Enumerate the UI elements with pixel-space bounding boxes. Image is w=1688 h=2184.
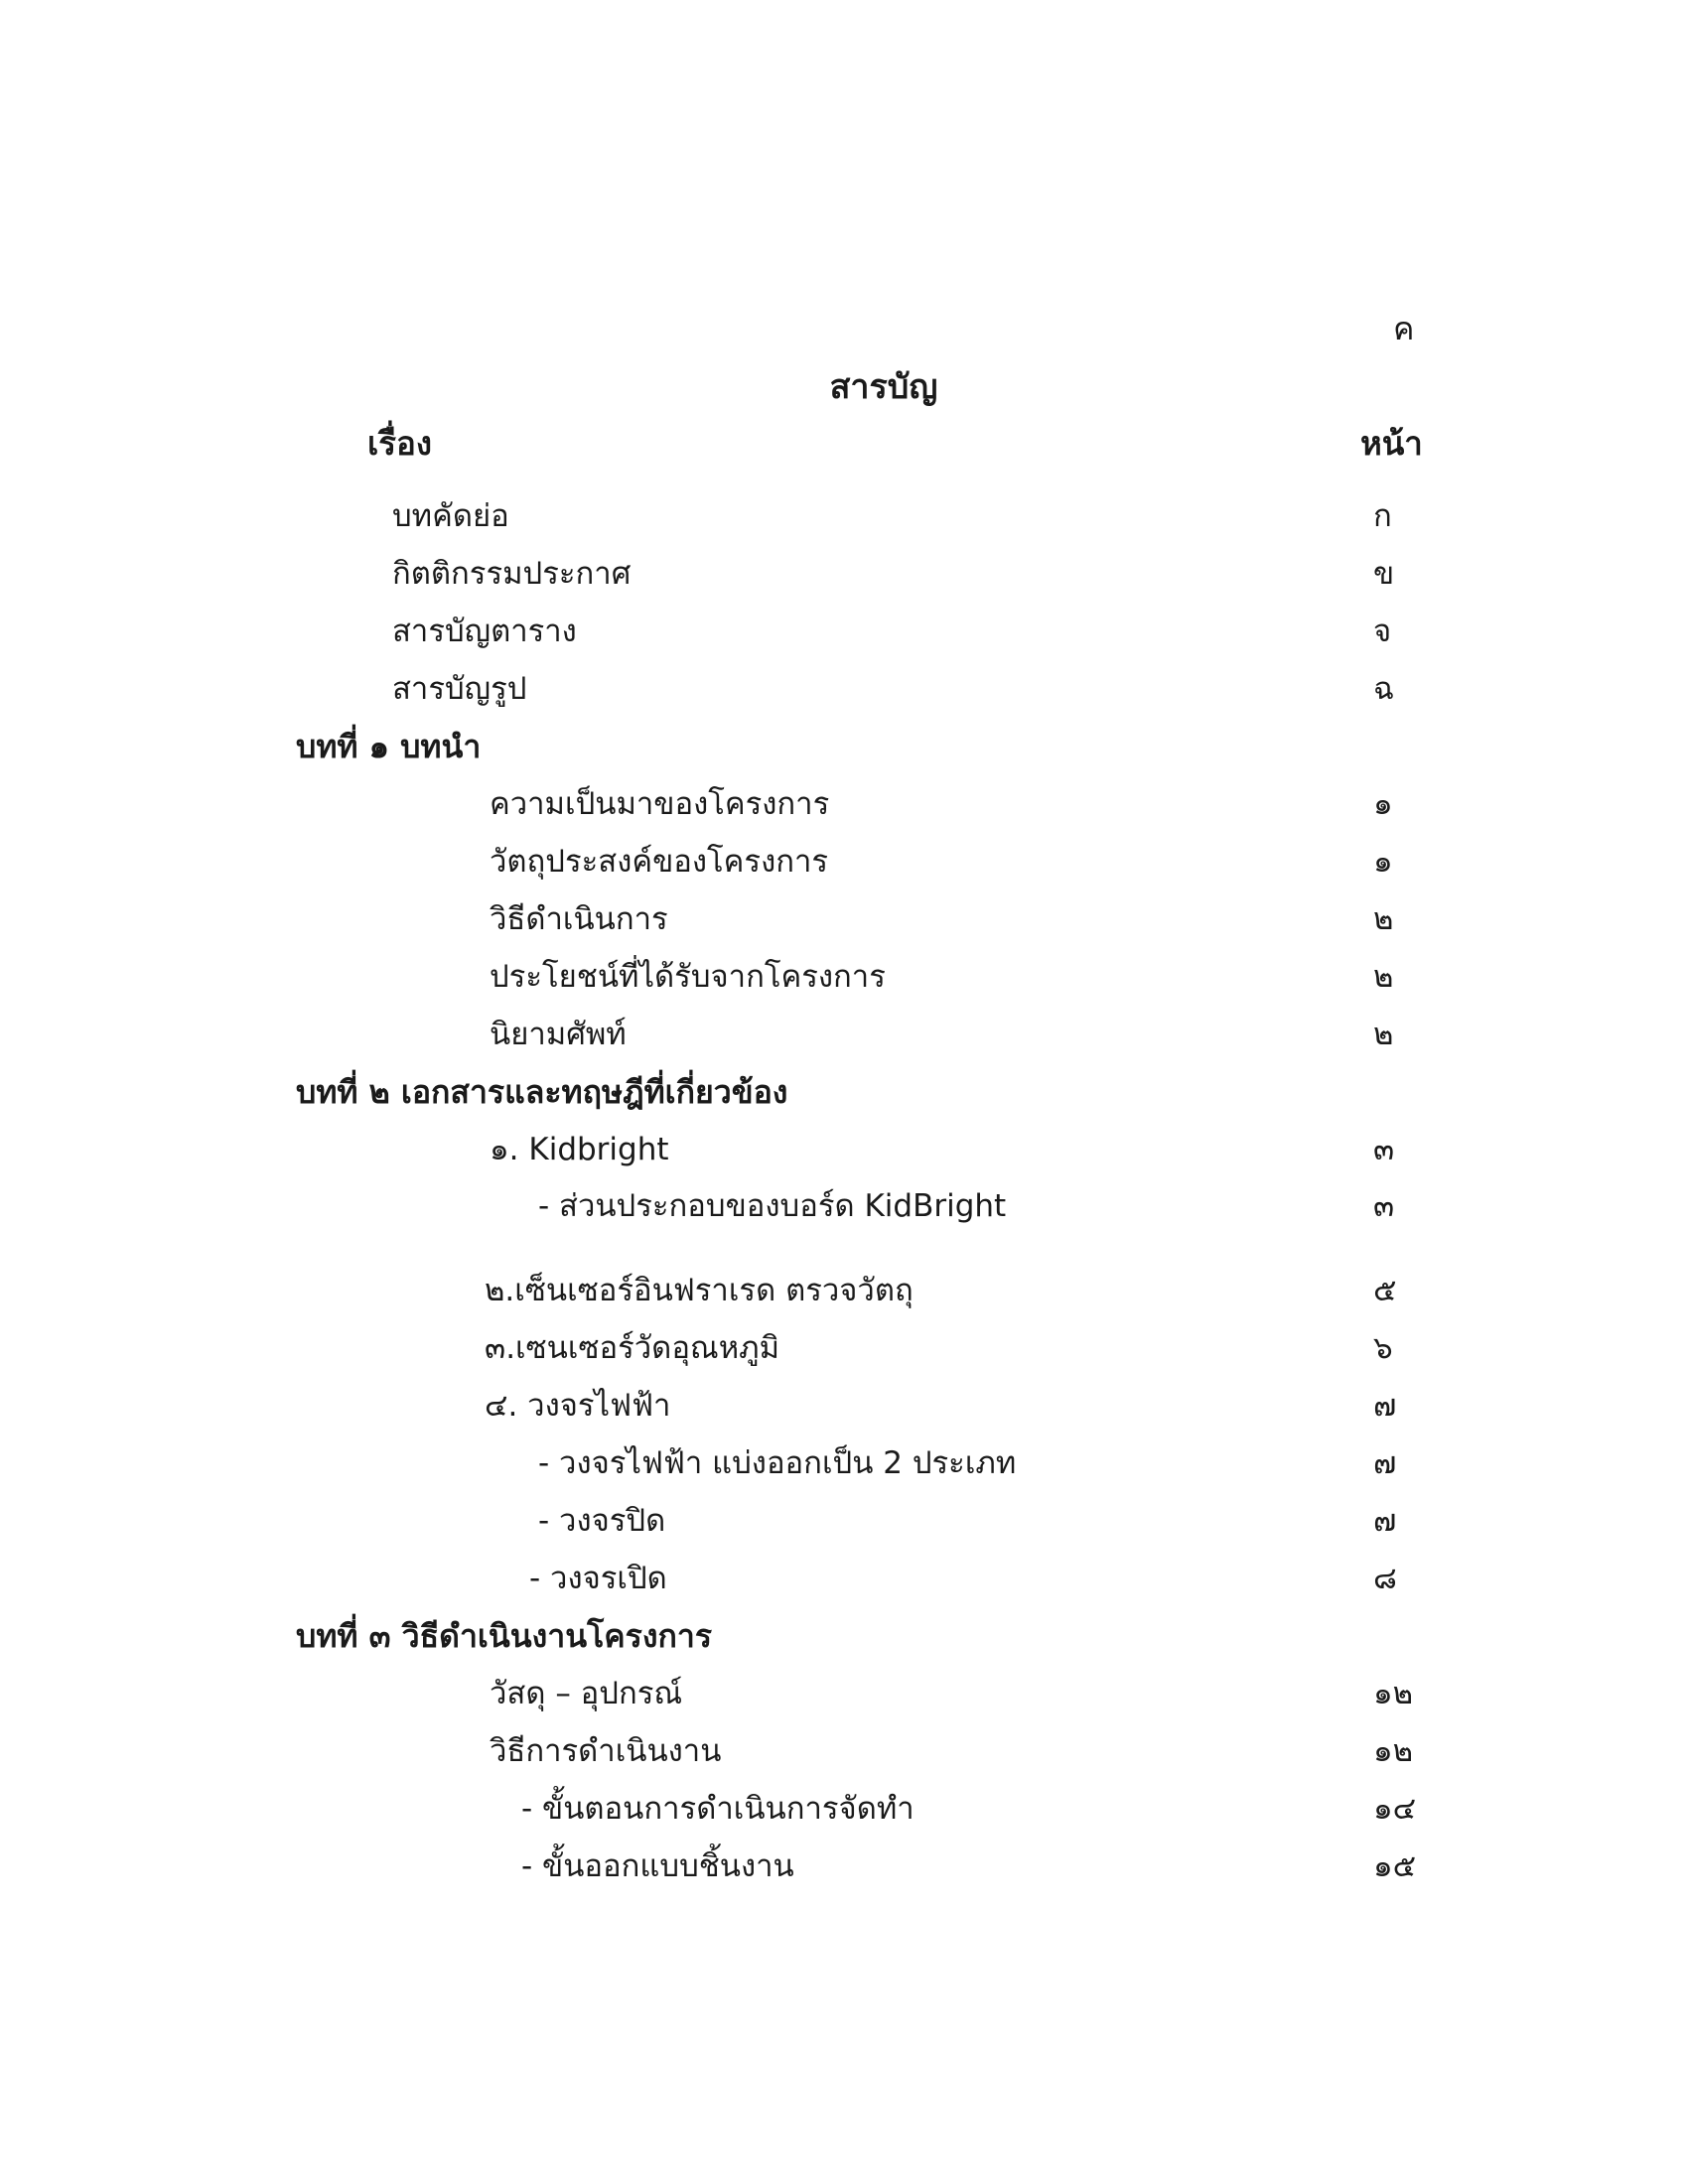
toc-entry [0,1181,1688,1231]
toc-entry-page: ข [1373,556,1395,592]
toc-entry-label: นิยามศัพท์ [490,1017,627,1052]
toc-entry-label: - วงจรไฟฟ้า แบ่งออกเป็น 2 ประเภท [538,1445,1017,1481]
toc-entry-page: ๑ [1373,844,1393,880]
toc-entry-label: ๑. Kidbright [490,1132,669,1167]
toc-entry-label: ๓.เซนเซอร์วัดอุณหภูมิ [485,1330,779,1366]
toc-entry [0,549,1688,599]
toc-entry-page: จ [1373,614,1392,649]
toc-entry [0,1554,1688,1603]
toc-entry-page: ๗ [1373,1388,1397,1424]
toc-entry-label: ๒.เซ็นเซอร์อินฟราเรด ตรวจวัตถุ [485,1273,914,1308]
toc-entry-label: สารบัญรูป [392,671,527,707]
toc-entry [0,491,1688,541]
toc-entry-page: ๑๕ [1373,1848,1417,1884]
toc-entry-page: ๗ [1373,1445,1397,1481]
toc-entry-page: ๒ [1373,959,1394,995]
toc-chapter-heading [0,1611,1688,1661]
toc-entry-page: ๓ [1373,1188,1395,1224]
toc-entry [0,1010,1688,1059]
toc-entry [0,1438,1688,1488]
toc-entry-label: วัสดุ – อุปกรณ์ [490,1676,683,1711]
toc-entry [0,1784,1688,1834]
toc-chapter-label: บทที่ ๑ บทนำ [296,728,482,765]
toc-entry [0,1381,1688,1431]
toc-entry-label: บทคัดย่อ [392,498,509,534]
toc-entry [0,894,1688,944]
toc-entry-page: ฉ [1373,671,1395,707]
toc-entry [0,952,1688,1002]
toc-entry-page: ๗ [1373,1503,1397,1539]
toc-title: สารบัญ [829,367,938,407]
toc-entry [0,664,1688,714]
toc-entry-page: ๖ [1373,1330,1393,1366]
toc-entry [0,1842,1688,1891]
toc-entry-label: กิตติกรรมประกาศ [392,556,632,592]
toc-entry-page: ๑๒ [1373,1676,1414,1711]
toc-entry-page: ๓ [1373,1132,1395,1167]
toc-entry-label: - ขั้นออกแบบชิ้นงาน [521,1848,794,1884]
toc-entry-page: ๑๒ [1373,1733,1414,1769]
toc-entry [0,837,1688,887]
toc-entry-label: - ส่วนประกอบของบอร์ด KidBright [538,1188,1007,1224]
toc-entry [0,1125,1688,1174]
toc-entry [0,1669,1688,1718]
toc-entry [0,1726,1688,1776]
toc-entry-label: - วงจรปิด [538,1503,666,1539]
toc-chapter-label: บทที่ ๒ เอกสารและทฤษฎีที่เกี่ยวข้อง [296,1073,788,1111]
toc-entry-page: ๑๔ [1373,1791,1417,1827]
toc-entry-label: - ขั้นตอนการดำเนินการจัดทำ [521,1791,914,1827]
toc-entry-page: ก [1373,498,1392,534]
toc-entry [0,1323,1688,1373]
toc-entry [0,1266,1688,1315]
toc-entry-page: ๘ [1373,1561,1397,1596]
toc-entry [0,779,1688,829]
toc-chapter-heading [0,1067,1688,1117]
toc-entry-page: ๕ [1373,1273,1397,1308]
toc-entry-page: ๑ [1373,786,1393,822]
toc-chapter-heading [0,722,1688,771]
toc-entry-label: - วงจรเปิด [529,1561,667,1596]
toc-entry-label: สารบัญตาราง [392,614,577,649]
toc-entry-label: วัตถุประสงค์ของโครงการ [490,844,829,880]
toc-entry [0,607,1688,656]
toc-entry-label: วิธีดำเนินการ [490,901,668,937]
toc-entry-label: ๔. วงจรไฟฟ้า [485,1388,671,1424]
toc-entry-page: ๒ [1373,901,1394,937]
toc-entry-label: ประโยชน์ที่ได้รับจากโครงการ [490,959,886,995]
toc-chapter-label: บทที่ ๓ วิธีดำเนินงานโครงการ [296,1617,712,1655]
page-number: ค [1393,310,1415,347]
toc-entry-label: วิธีการดำเนินงาน [490,1733,722,1769]
toc-entry-page: ๒ [1373,1017,1394,1052]
column-header-page: หน้า [1360,424,1423,463]
toc-entry [0,1496,1688,1546]
toc-entry-label: ความเป็นมาของโครงการ [490,786,830,822]
column-header-subject: เรื่อง [367,424,432,463]
